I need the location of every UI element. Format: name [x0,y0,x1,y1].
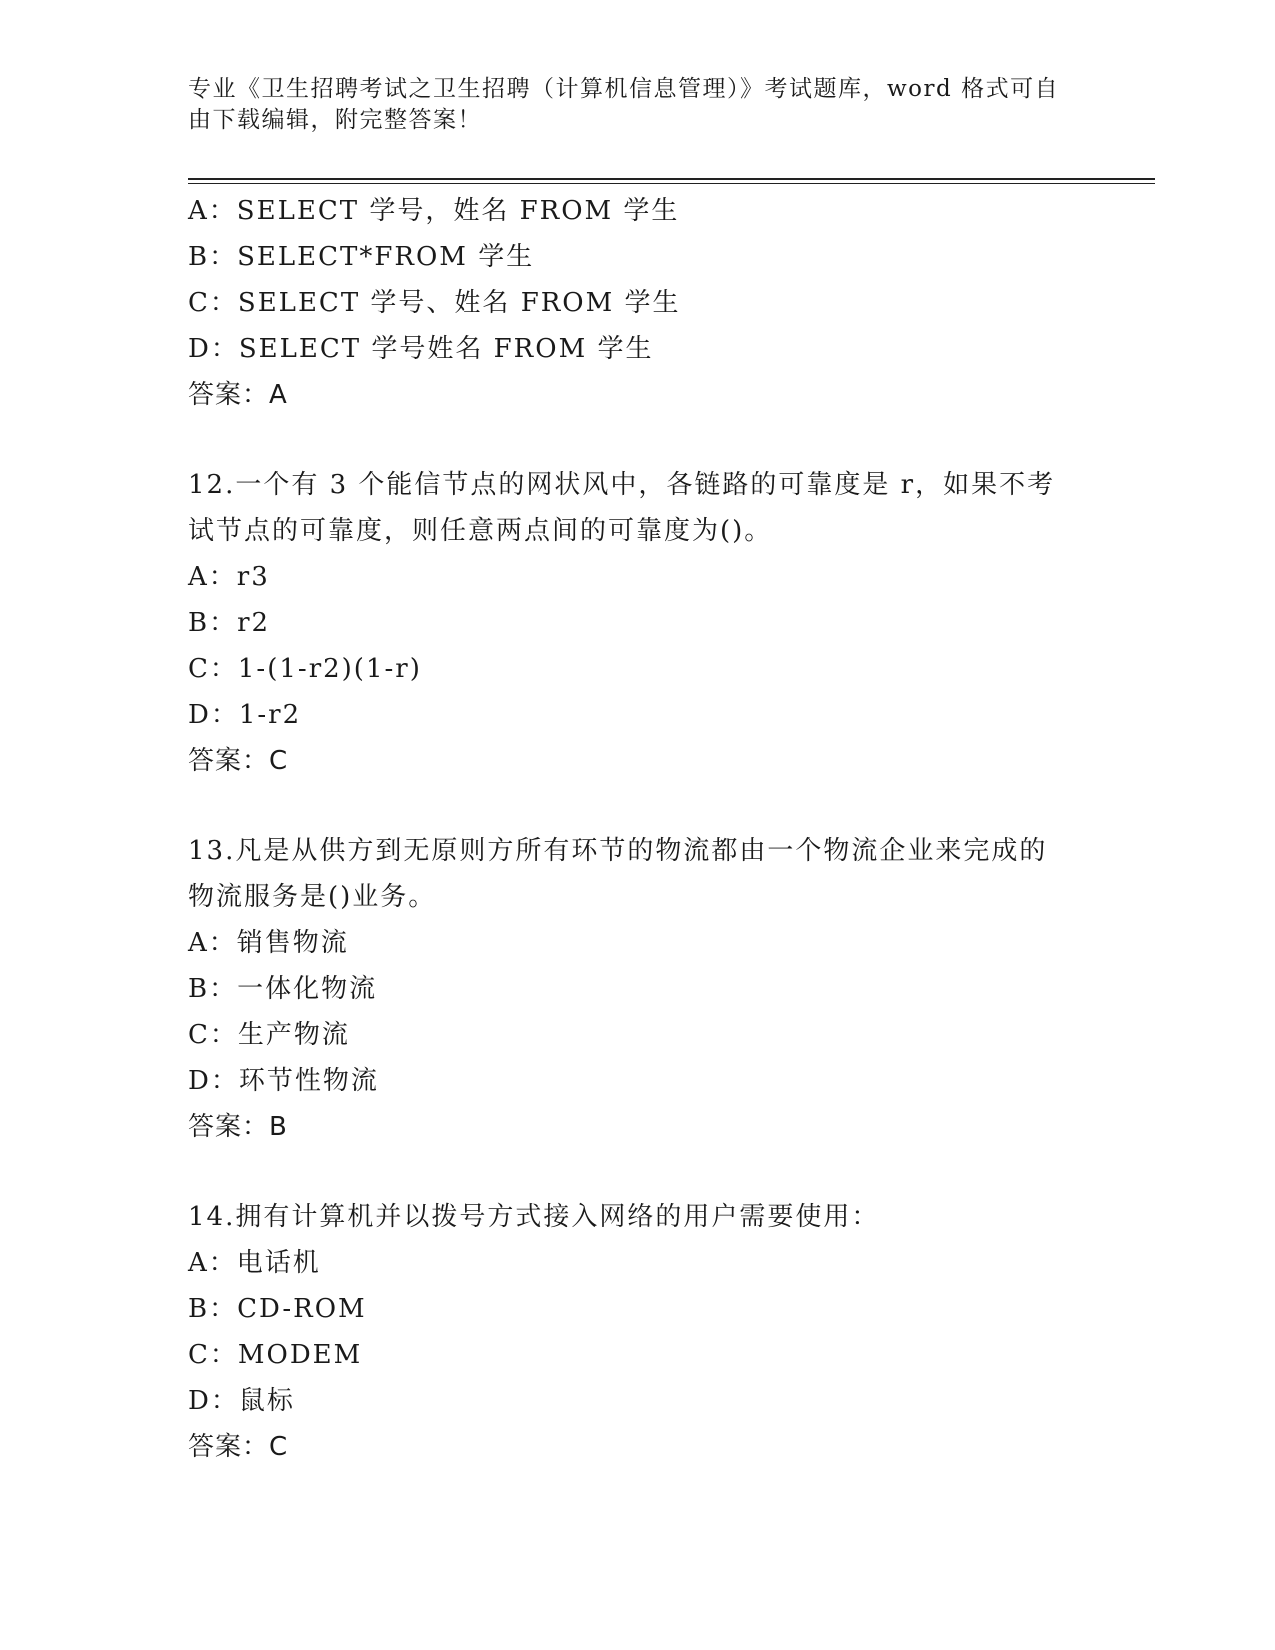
question-stem-line-1: 12.一个有 3 个能信节点的网状风中，各链路的可靠度是 r，如果不考 [188,470,1056,500]
answer-label: 答案：C [188,746,289,776]
option-b: B：r2 [188,608,271,638]
question-stem-line-1: 13.凡是从供方到无原则方所有环节的物流都由一个物流企业来完成的 [188,836,1048,866]
question-stem-line-1: 14.拥有计算机并以拨号方式接入网络的用户需要使用： [188,1202,880,1232]
question-stem-line-2: 物流服务是()业务。 [188,882,437,912]
header-divider-thick [188,178,1155,180]
question-list [188,188,1088,1470]
option-a: A：电话机 [188,1248,321,1278]
option-d: D：SELECT 学号姓名 FROM 学生 [188,334,654,364]
option-b: B：CD-ROM [188,1294,367,1324]
option-b: B：SELECT*FROM 学生 [188,242,535,272]
option-b: B：一体化物流 [188,974,378,1004]
option-c: C：1-(1-r2)(1-r) [188,654,422,684]
question-14 [188,1194,1088,1470]
question-11 [188,188,1088,418]
option-c: C：SELECT 学号、姓名 FROM 学生 [188,288,681,318]
option-d: D：鼠标 [188,1386,295,1416]
option-d: D：环节性物流 [188,1066,379,1096]
option-a: A：r3 [188,562,270,592]
document-header [188,74,1068,136]
answer-label: 答案：C [188,1432,289,1462]
header-line-2: 由下载编辑，附完整答案！ [188,107,482,133]
question-12 [188,462,1088,784]
question-stem-line-2: 试节点的可靠度，则任意两点间的可靠度为()。 [188,516,773,546]
header-line-1: 专业《卫生招聘考试之卫生招聘（计算机信息管理）》考试题库，word 格式可自 [188,76,1060,102]
question-13 [188,828,1088,1150]
answer-label: 答案：A [188,380,288,410]
option-a: A：SELECT 学号，姓名 FROM 学生 [188,196,680,226]
option-c: C：生产物流 [188,1020,350,1050]
header-divider-thin [188,183,1155,184]
answer-label: 答案：B [188,1112,288,1142]
option-c: C：MODEM [188,1340,363,1370]
option-d: D：1-r2 [188,700,302,730]
option-a: A：销售物流 [188,928,349,958]
